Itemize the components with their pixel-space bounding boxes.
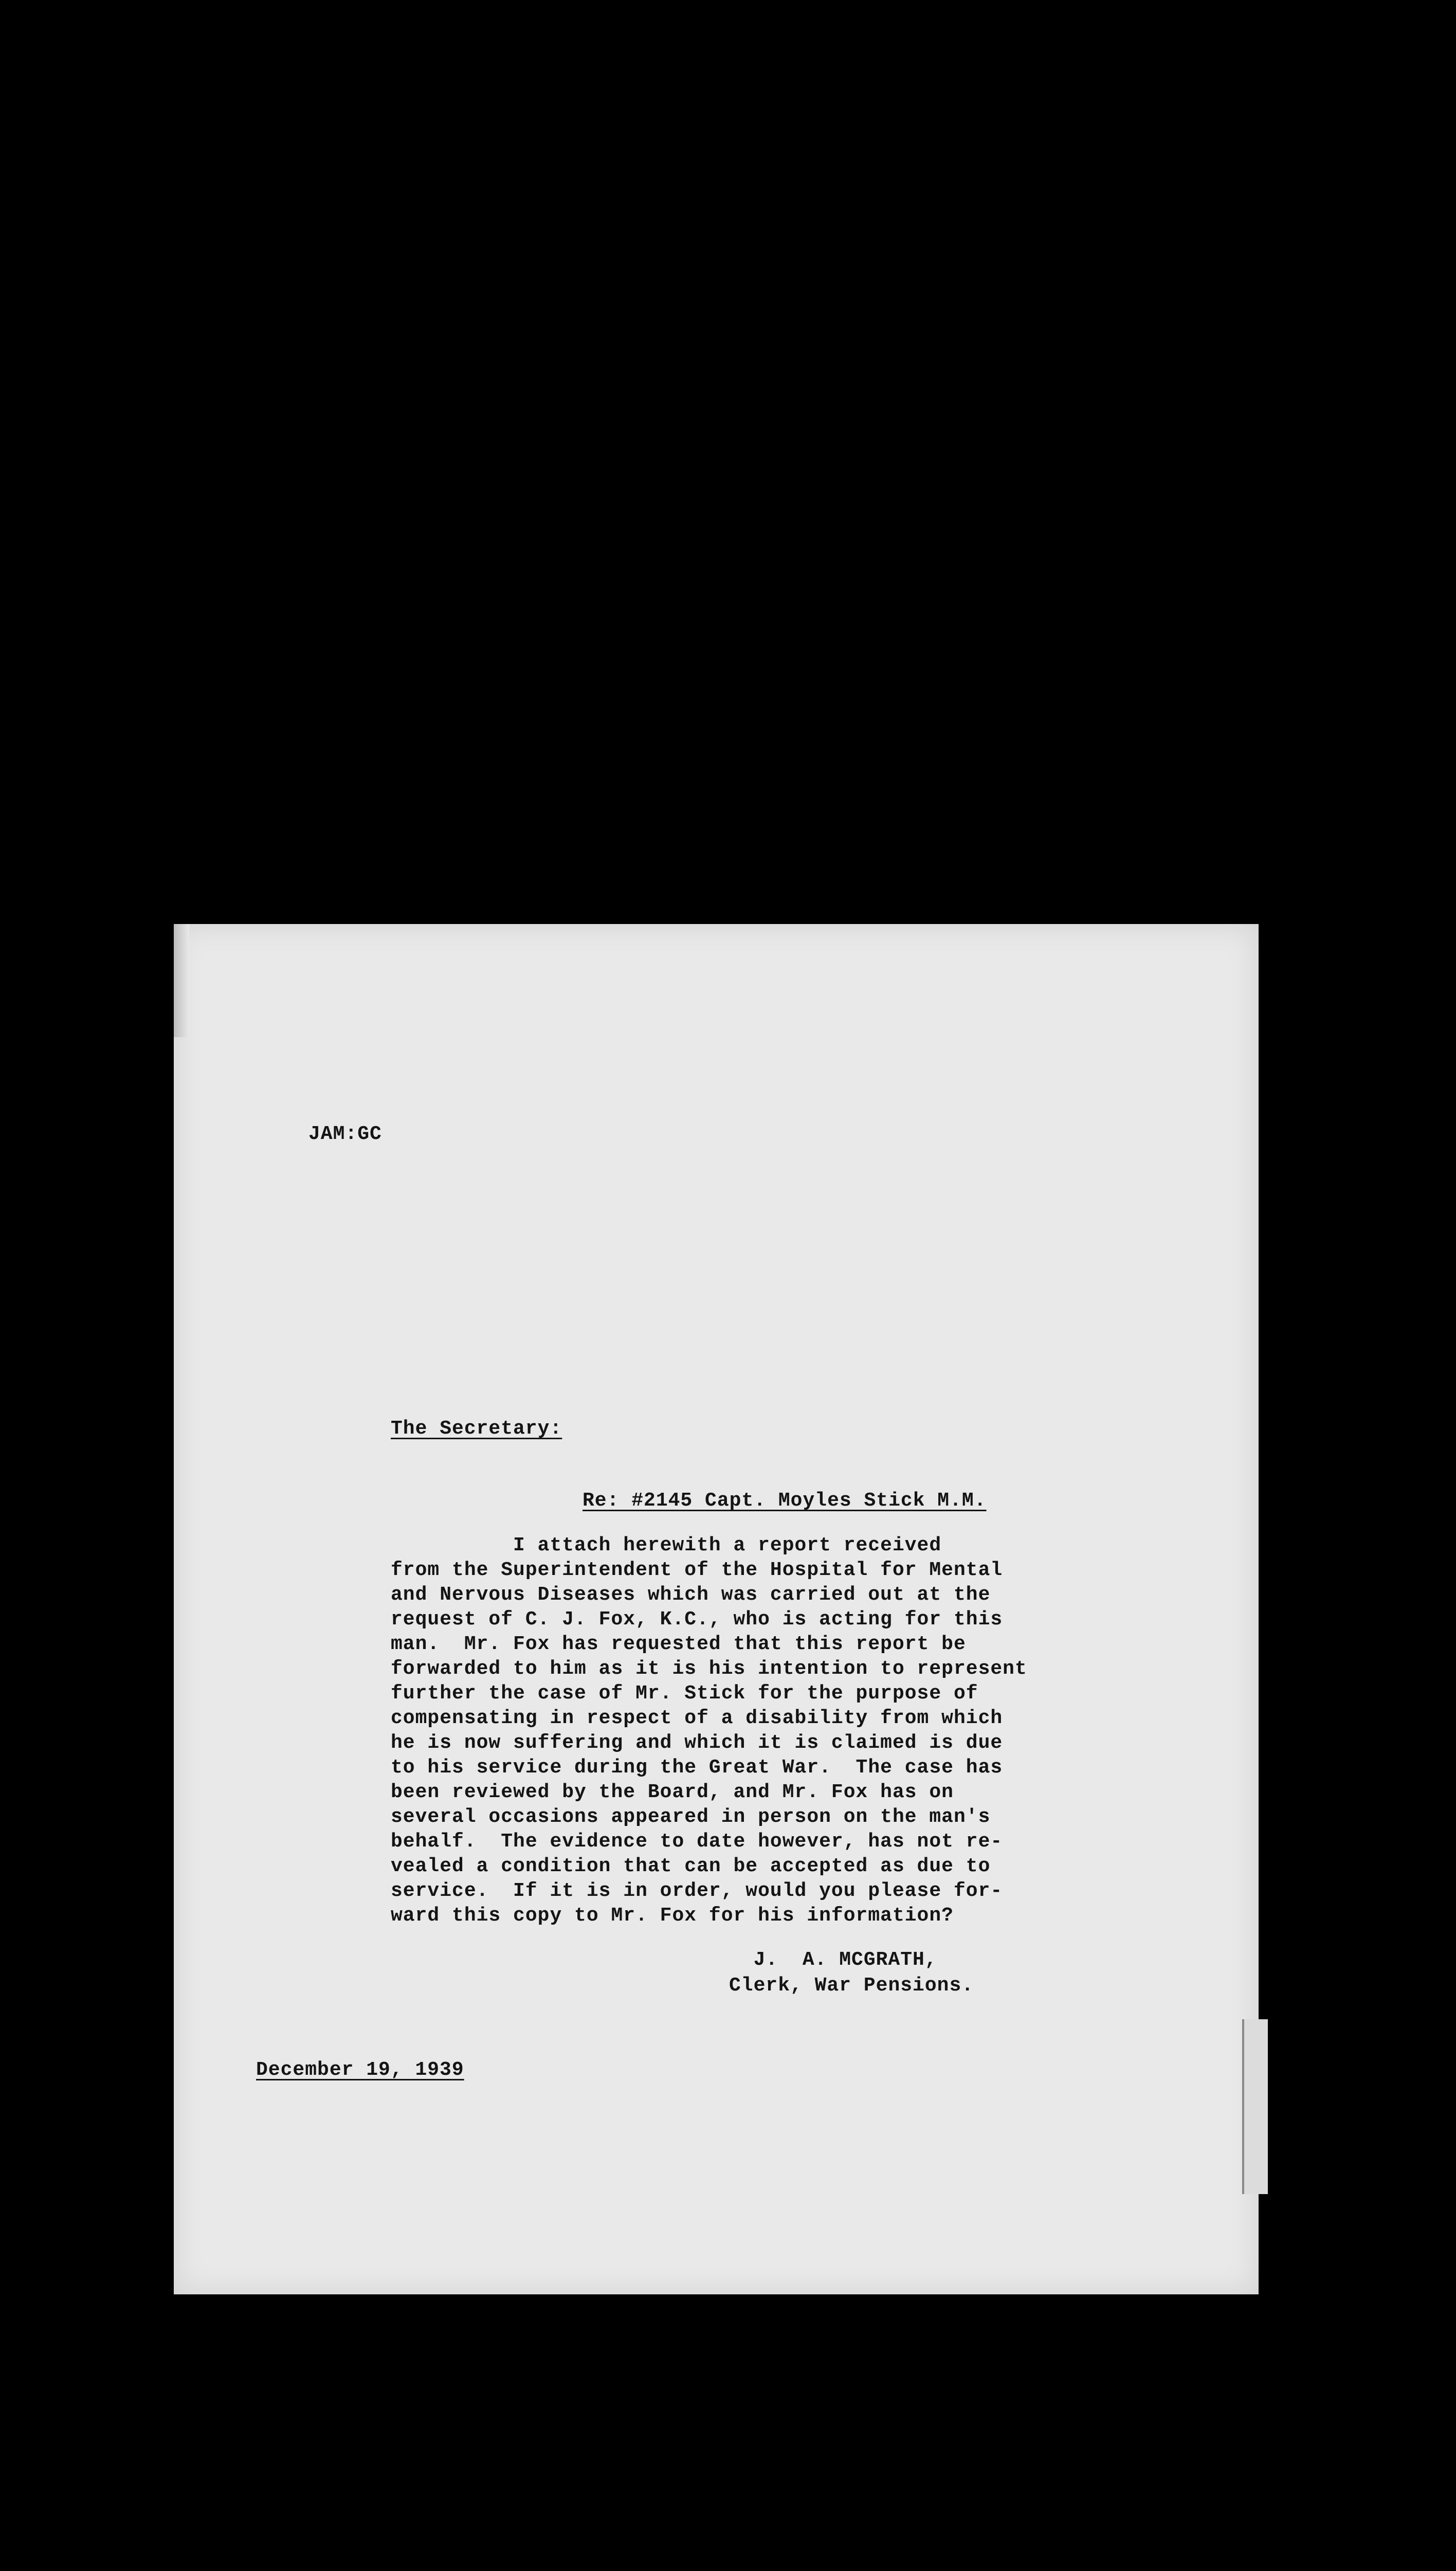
- letter-date: December 19, 1939: [256, 2059, 464, 2081]
- typist-initials: JAM:GC: [308, 1123, 382, 1145]
- body-line: to his service during the Great War. The case has: [391, 1757, 1003, 1779]
- body-line: man. Mr. Fox has requested that this report be: [391, 1633, 966, 1655]
- body-line: compensating in respect of a disability from which: [391, 1707, 1003, 1729]
- body-line: behalf. The evidence to date however, has not re-: [391, 1831, 1003, 1853]
- signature-title: Clerk, War Pensions.: [729, 1975, 974, 1997]
- body-line: he is now suffering and which it is claimed is due: [391, 1732, 1003, 1754]
- body-line: I attach herewith a report received: [391, 1534, 942, 1556]
- document-page: [174, 924, 1259, 2294]
- body-line: further the case of Mr. Stick for the purpose of: [391, 1682, 978, 1705]
- body-line: and Nervous Diseases which was carried out at the: [391, 1584, 991, 1606]
- body-line: vealed a condition that can be accepted as due to: [391, 1855, 991, 1877]
- signature-name: J. A. MCGRATH,: [729, 1949, 937, 1971]
- body-line: service. If it is in order, would you please for-: [391, 1880, 1003, 1902]
- letter-body: [391, 1533, 1027, 1928]
- torn-edge: [1242, 2019, 1268, 2194]
- body-line: request of C. J. Fox, K.C., who is acting for this: [391, 1608, 1003, 1631]
- body-line: several occasions appeared in person on the man's: [391, 1806, 991, 1828]
- reference-line: Re: #2145 Capt. Moyles Stick M.M.: [583, 1490, 987, 1512]
- body-line: been reviewed by the Board, and Mr. Fox has on: [391, 1781, 954, 1803]
- body-line: ward this copy to Mr. Fox for his information?: [391, 1905, 954, 1927]
- body-line: forwarded to him as it is his intention to represent: [391, 1658, 1027, 1680]
- salutation: The Secretary:: [391, 1418, 562, 1440]
- signature-block: [729, 1947, 974, 1999]
- page-edge-shadow: [174, 924, 189, 1037]
- body-line: from the Superintendent of the Hospital for Mental: [391, 1559, 1003, 1581]
